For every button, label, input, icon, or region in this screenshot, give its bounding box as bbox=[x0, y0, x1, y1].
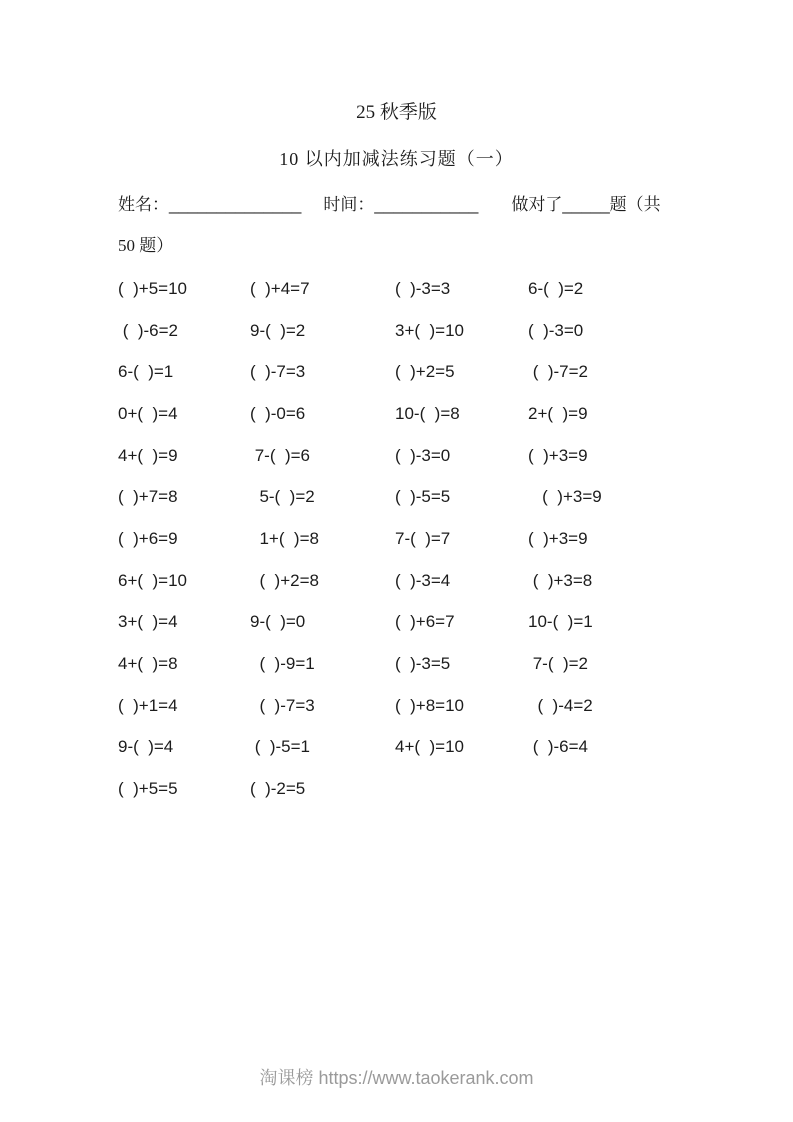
score-blank: _____ bbox=[562, 195, 610, 214]
math-problem: ( )+5=10 bbox=[118, 278, 187, 298]
math-problem: ( )-4=2 bbox=[528, 695, 593, 715]
problem-row bbox=[118, 435, 678, 477]
math-problem: ( )-3=0 bbox=[395, 445, 451, 465]
problem-row bbox=[118, 476, 678, 518]
name-blank: ______________ bbox=[169, 195, 302, 214]
math-problem: 5-( )=2 bbox=[250, 487, 315, 507]
math-problem: ( )+2=5 bbox=[395, 362, 455, 382]
math-problem: ( )+6=9 bbox=[118, 528, 178, 548]
math-problem: ( )+1=4 bbox=[118, 695, 178, 715]
problem-row bbox=[118, 351, 678, 393]
meta-line bbox=[118, 190, 718, 215]
problem-row bbox=[118, 518, 678, 560]
total-count: 50 题） bbox=[118, 236, 174, 255]
math-problem: 1+( )=8 bbox=[250, 528, 319, 548]
math-problem: 6+( )=10 bbox=[118, 570, 187, 590]
math-problem: ( )-9=1 bbox=[250, 654, 315, 674]
math-problem: 9-( )=2 bbox=[250, 320, 306, 340]
math-problem: ( )-6=4 bbox=[528, 737, 588, 757]
problem-row bbox=[118, 643, 678, 685]
worksheet-title: 10 以内加减法练习题（一） bbox=[279, 149, 514, 169]
footer-watermark: 淘课榜 https://www.taokerank.com bbox=[259, 1068, 534, 1088]
math-problem: 6-( )=1 bbox=[118, 362, 174, 382]
time-blank: ___________ bbox=[374, 195, 479, 214]
math-problem: ( )-3=3 bbox=[395, 278, 451, 298]
math-problem: 4+( )=10 bbox=[395, 737, 464, 757]
math-problem: 6-( )=2 bbox=[528, 278, 584, 298]
math-problem: ( )-5=5 bbox=[395, 487, 451, 507]
math-problem: 7-( )=7 bbox=[395, 528, 451, 548]
math-problem: ( )-3=4 bbox=[395, 570, 451, 590]
math-problem: 7-( )=2 bbox=[528, 654, 588, 674]
name-label: 姓名： bbox=[118, 195, 169, 214]
math-problem: ( )+3=9 bbox=[528, 445, 588, 465]
math-problem: ( )+8=10 bbox=[395, 695, 464, 715]
math-problem: 9-( )=4 bbox=[118, 737, 174, 757]
problem-row bbox=[118, 310, 678, 352]
problem-row bbox=[118, 268, 678, 310]
math-problem: ( )+4=7 bbox=[250, 278, 310, 298]
problem-row bbox=[118, 685, 678, 727]
math-problem: 9-( )=0 bbox=[250, 612, 306, 632]
math-problem: ( )+3=9 bbox=[528, 528, 588, 548]
math-problem: 3+( )=4 bbox=[118, 612, 178, 632]
math-problem: ( )-6=2 bbox=[118, 320, 178, 340]
math-problem: ( )+2=8 bbox=[250, 570, 319, 590]
math-problem: 0+( )=4 bbox=[118, 403, 178, 423]
math-problem: ( )+6=7 bbox=[395, 612, 455, 632]
math-problem: ( )-3=0 bbox=[528, 320, 584, 340]
math-problem: ( )+3=8 bbox=[528, 570, 593, 590]
problem-row bbox=[118, 393, 678, 435]
math-problem: 3+( )=10 bbox=[395, 320, 464, 340]
math-problem: 4+( )=9 bbox=[118, 445, 178, 465]
problem-row bbox=[118, 727, 678, 769]
problem-row bbox=[118, 768, 678, 810]
math-problem: 10-( )=8 bbox=[395, 403, 460, 423]
edition-title: 25 秋季版 bbox=[356, 102, 437, 123]
math-problem: ( )-3=5 bbox=[395, 654, 451, 674]
math-problem: 10-( )=1 bbox=[528, 612, 593, 632]
score-suffix: 题（共 bbox=[609, 195, 661, 214]
time-label: 时间： bbox=[323, 195, 375, 214]
math-problem: ( )+3=9 bbox=[528, 487, 602, 507]
problem-row bbox=[118, 560, 678, 602]
math-problem: ( )-2=5 bbox=[250, 779, 306, 799]
problem-grid bbox=[118, 268, 678, 810]
math-problem: ( )-7=3 bbox=[250, 362, 306, 382]
math-problem: ( )-0=6 bbox=[250, 403, 306, 423]
score-label: 做对了 bbox=[511, 195, 563, 214]
math-problem: ( )-5=1 bbox=[250, 737, 310, 757]
problem-row bbox=[118, 602, 678, 644]
math-problem: ( )-7=2 bbox=[528, 362, 588, 382]
math-problem: 4+( )=8 bbox=[118, 654, 178, 674]
math-problem: ( )-7=3 bbox=[250, 695, 315, 715]
math-problem: ( )+7=8 bbox=[118, 487, 178, 507]
math-problem: ( )+5=5 bbox=[118, 779, 178, 799]
math-problem: 2+( )=9 bbox=[528, 403, 588, 423]
math-problem: 7-( )=6 bbox=[250, 445, 310, 465]
